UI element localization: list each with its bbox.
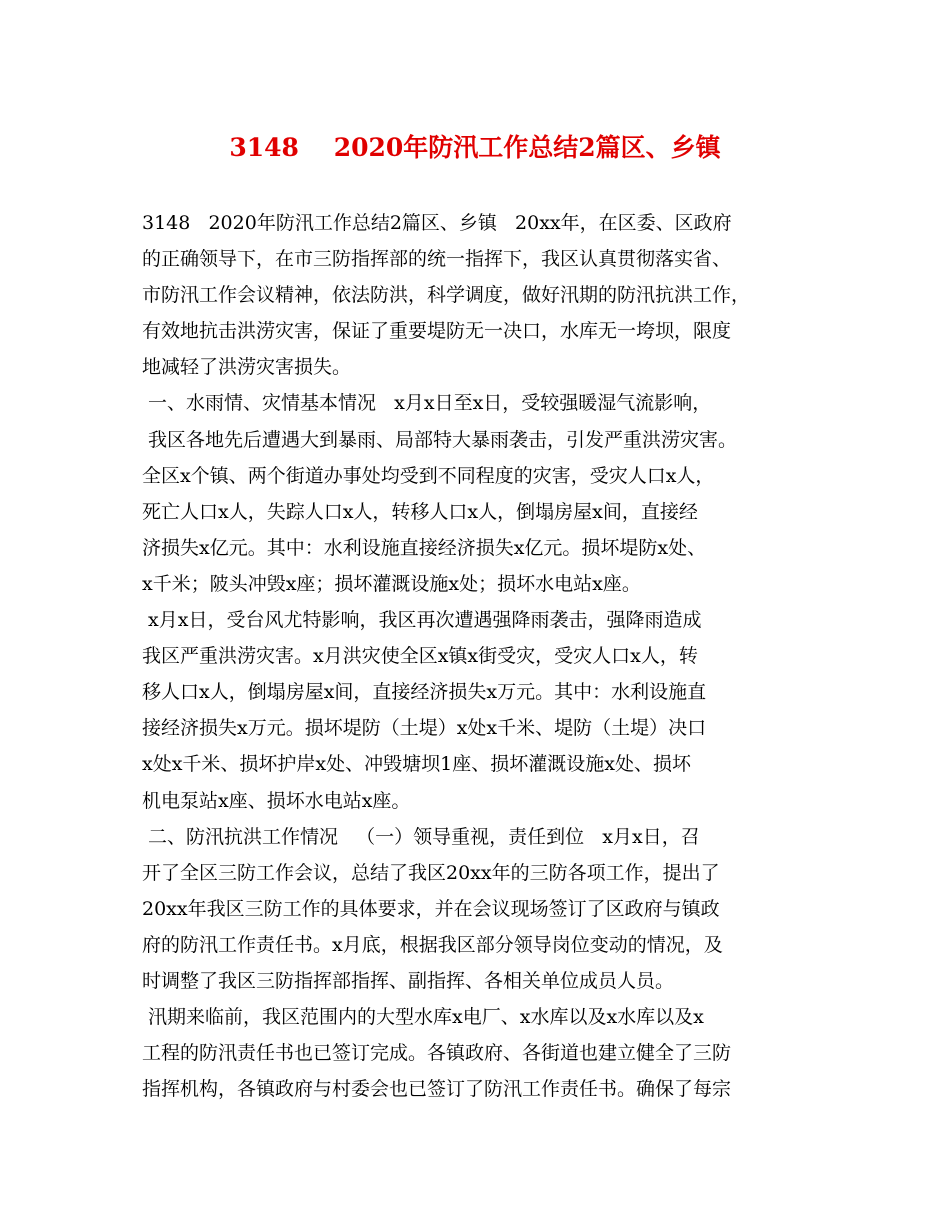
body-line: 一、水雨情、灾情基本情况 x月x日至x日，受较强暖湿气流影响， [142,392,712,415]
body-line: 时调整了我区三防指挥部指挥、副指挥、各相关单位成员人员。 [142,969,675,992]
body-line: 开了全区三防工作会议，总结了我区20xx年的三防各项工作，提出了 [142,861,720,884]
body-line: 地减轻了洪涝灾害损失。 [142,356,352,379]
body-line: 死亡人口x人，失踪人口x人，转移人口x人，倒塌房屋x间，直接经 [142,500,698,523]
document-body [142,205,832,1107]
document-title: 3148 2020年防汛工作总结2篇区、乡镇 [229,133,721,162]
body-line: 工程的防汛责任书也已签订完成。各镇政府、各街道也建立健全了三防 [142,1042,732,1065]
body-line: 二、防汛抗洪工作情况 （一）领导重视，责任到位 x月x日，召 [142,825,700,848]
body-line: 的正确领导下，在市三防指挥部的统一指挥下，我区认真贯彻落实省、 [142,248,732,271]
body-line: 3148 2020年防汛工作总结2篇区、乡镇 20xx年，在区委、区政府 [142,212,732,234]
body-line: 机电泵站x座、损坏水电站x座。 [142,789,411,812]
body-line: 府的防汛工作责任书。x月底，根据我区部分领导岗位变动的情况，及 [142,933,723,956]
body-line: 指挥机构，各镇政府与村委会也已签订了防汛工作责任书。确保了每宗 [142,1078,732,1101]
body-line: 市防汛工作会议精神，依法防洪，科学调度，做好汛期的防汛抗洪工作， [142,284,751,307]
body-line: x处x千米、损坏护岸x处、冲毁塘坝1座、损坏灌溉设施x处、损坏 [142,753,691,776]
body-line: 接经济损失x万元。损坏堤防（土堤）x处x千米、堤防（土堤）决口 [142,717,707,740]
body-line: 我区各地先后遭遇大到暴雨、局部特大暴雨袭击，引发严重洪涝灾害。 [142,428,738,451]
body-line: 移人口x人，倒塌房屋x间，直接经济损失x万元。其中：水利设施直 [142,681,707,704]
body-line: 济损失x亿元。其中：水利设施直接经济损失x亿元。损坏堤防x处、 [142,536,707,559]
body-line: 全区x个镇、两个街道办事处均受到不同程度的灾害，受灾人口x人， [142,464,715,487]
body-line: 20xx年我区三防工作的具体要求，并在会议现场签订了区政府与镇政 [142,897,720,920]
body-line: 我区严重洪涝灾害。x月洪灾使全区x镇x街受灾，受灾人口x人，转 [142,645,698,668]
body-line: x月x日，受台风尤特影响，我区再次遭遇强降雨袭击，强降雨造成 [142,609,702,632]
body-line: 汛期来临前，我区范围内的大型水库x电厂、x水库以及x水库以及x [142,1006,704,1029]
body-line: x千米；陂头冲毁x座；损坏灌溉设施x处；损坏水电站x座。 [142,572,641,595]
body-line: 有效地抗击洪涝灾害，保证了重要堤防无一决口，水库无一垮坝，限度 [142,320,732,343]
